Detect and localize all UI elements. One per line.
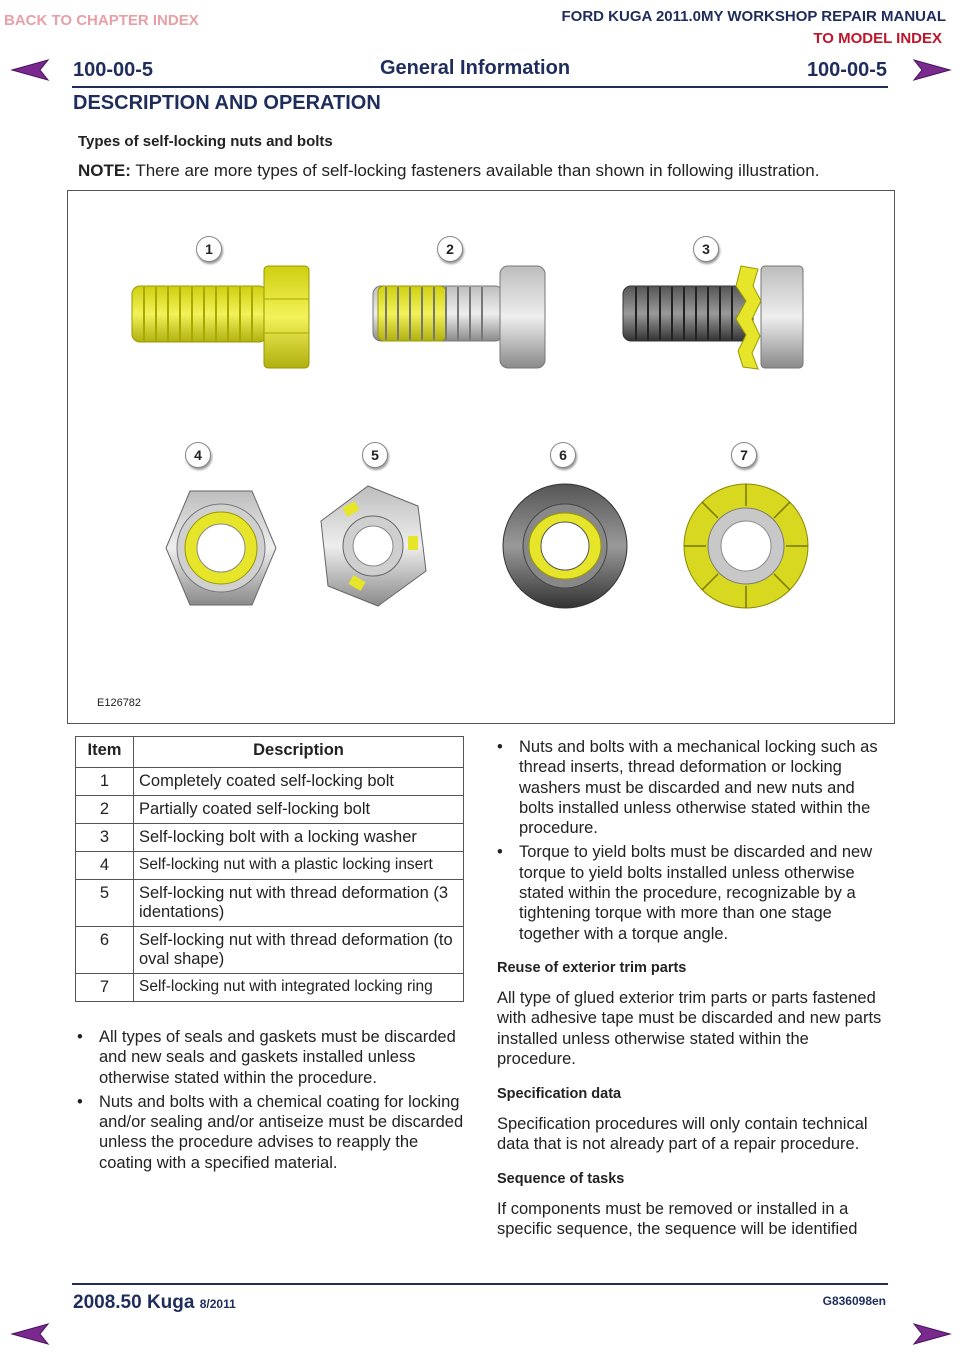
footer-date: 8/2011	[199, 1297, 236, 1311]
note-text: There are more types of self-locking fasteners available than shown in following illustration.	[135, 161, 820, 180]
trim-parts-text: All type of glued exterior trim parts or parts fastened with adhesive tape must be discarded and new parts installed unless otherwise stated within the procedure.	[497, 989, 882, 1068]
manual-title: FORD KUGA 2011.0MY WORKSHOP REPAIR MANUAL	[561, 8, 946, 25]
list-item: • Torque to yield bolts must be discarded and new torque to yield bolts installed unless otherwise stated within the procedure, recognizable by a tightening torque with more than one stage together with a torque angle.	[495, 842, 889, 943]
footer-code: G836098en	[822, 1294, 886, 1308]
item-description: Self-locking bolt with a locking washer	[134, 824, 464, 852]
col-item-header: Item	[76, 737, 134, 768]
callout-4: 4	[185, 442, 211, 468]
table-row	[76, 824, 464, 852]
back-to-chapter-index-link[interactable]: BACK TO CHAPTER INDEX	[4, 12, 199, 29]
nut-7-integrated-locking-ring	[684, 484, 808, 608]
list-item: • Nuts and bolts with a chemical coating for locking and/or sealing and/or antiseize must be discarded unless the procedure advises to reapply the coating with a specified material.	[75, 1092, 467, 1173]
trim-parts-heading: Reuse of exterior trim parts	[497, 960, 687, 976]
item-number: 4	[76, 852, 134, 880]
footer-model-name: 2008.50 Kuga	[73, 1292, 195, 1313]
table-row	[76, 880, 464, 927]
item-description: Self-locking nut with a plastic locking insert	[134, 852, 464, 880]
callout-1: 1	[196, 236, 222, 262]
table-header-row	[76, 737, 464, 768]
figure-id: E126782	[97, 697, 142, 709]
table-row	[76, 974, 464, 1002]
sequence-heading: Sequence of tasks	[497, 1171, 625, 1187]
table-row	[76, 796, 464, 824]
item-number: 1	[76, 768, 134, 796]
item-description: Self-locking nut with thread deformation (to oval shape)	[134, 927, 464, 974]
item-number: 7	[76, 974, 134, 1002]
nut-4-plastic-insert	[166, 491, 276, 605]
list-item: • All types of seals and gaskets must be discarded and new seals and gaskets installed unless otherwise stated within the procedure.	[75, 1027, 467, 1088]
footer-model	[73, 1292, 236, 1314]
bolt-1-completely-coated	[132, 266, 309, 368]
right-bullet-list	[495, 737, 889, 948]
item-number: 2	[76, 796, 134, 824]
section-title: DESCRIPTION AND OPERATION	[73, 92, 381, 114]
item-description: Partially coated self-locking bolt	[134, 796, 464, 824]
nut-6-oval-deformation	[503, 484, 627, 608]
bolt-2-partially-coated	[373, 266, 545, 368]
sequence-text: If components must be removed or installed in a specific sequence, the sequence will be identified	[497, 1200, 858, 1239]
item-description: Completely coated self-locking bolt	[134, 768, 464, 796]
header-rule	[72, 86, 888, 88]
next-page-arrow-icon[interactable]	[912, 1322, 952, 1346]
table-row	[76, 768, 464, 796]
item-description: Self-locking nut with thread deformation (3 identations)	[134, 880, 464, 927]
to-model-index-link[interactable]: TO MODEL INDEX	[813, 30, 942, 47]
specification-heading: Specification data	[497, 1086, 622, 1102]
item-description: Self-locking nut with integrated locking ring	[134, 974, 464, 1002]
footer-rule	[72, 1283, 888, 1285]
previous-page-arrow-icon[interactable]	[10, 1322, 50, 1346]
subsection-title: Types of self-locking nuts and bolts	[78, 133, 333, 150]
item-description-table	[75, 736, 464, 1002]
item-number: 6	[76, 927, 134, 974]
previous-page-arrow-icon[interactable]	[10, 58, 50, 82]
chapter-title: General Information	[380, 57, 571, 79]
fastener-illustration	[67, 190, 895, 724]
item-number: 3	[76, 824, 134, 852]
specification-text: Specification procedures will only contain technical data that is not already part of a repair procedure.	[497, 1115, 868, 1154]
note	[78, 161, 819, 181]
bolt-3-with-locking-washer	[623, 266, 803, 369]
table-row	[76, 852, 464, 880]
left-bullet-list	[75, 1027, 467, 1177]
page-number-right: 100-00-5	[806, 59, 887, 81]
next-page-arrow-icon[interactable]	[912, 58, 952, 82]
table-row	[76, 927, 464, 974]
callout-7: 7	[731, 442, 757, 468]
nut-5-three-indentations	[321, 486, 426, 606]
callout-6: 6	[550, 442, 576, 468]
callout-5: 5	[362, 442, 388, 468]
note-label: NOTE:	[78, 161, 131, 180]
list-item: • Nuts and bolts with a mechanical locking such as thread inserts, thread deformation or locking washers must be discarded and new nuts and bolts installed unless otherwise stated within the procedure.	[495, 737, 889, 838]
page-number-left: 100-00-5	[73, 59, 154, 81]
callout-2: 2	[437, 236, 463, 262]
callout-3: 3	[693, 236, 719, 262]
col-description-header: Description	[134, 737, 464, 768]
item-number: 5	[76, 880, 134, 927]
